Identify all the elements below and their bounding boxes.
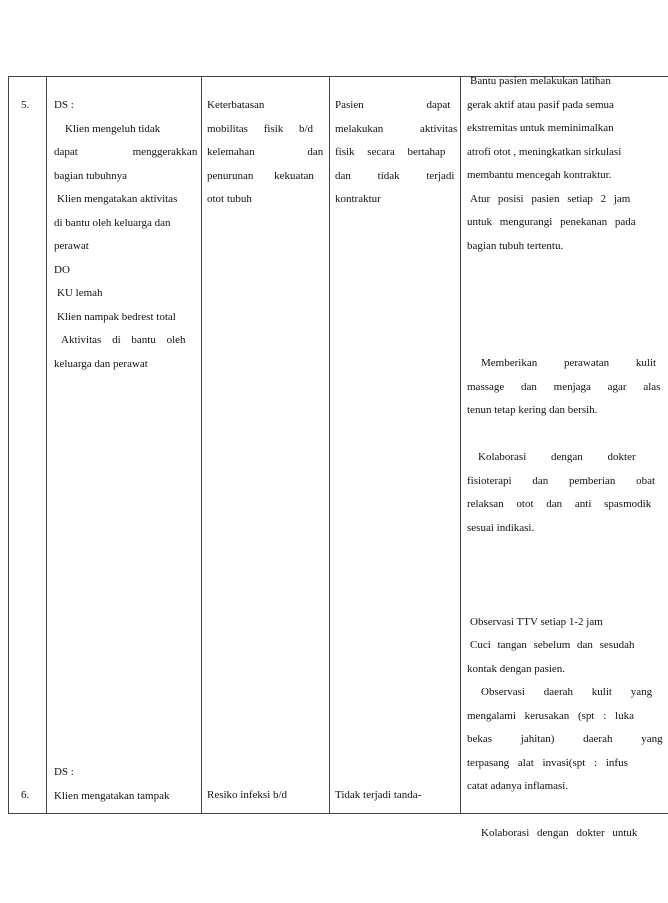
goal-cell <box>335 784 457 808</box>
data-cell <box>54 761 196 808</box>
data-cell <box>54 94 196 376</box>
diagnosis-line: penurunan kekuatan <box>207 169 314 182</box>
data-line: Aktivitas di bantu oleh <box>61 334 186 346</box>
column-border <box>460 76 461 814</box>
intervention-line: ekstremitas untuk meminimalkan <box>467 122 614 134</box>
intervention-line: atrofi otot , meningkatkan sirkulasi <box>467 145 622 158</box>
data-line: DS : <box>54 99 74 111</box>
data-line: keluarga dan perawat <box>54 357 148 370</box>
intervention-line: Observasi daerah kulit yang <box>481 686 653 698</box>
diagnosis-cell <box>207 94 325 212</box>
data-line: DO <box>54 263 70 276</box>
diagnosis-line: mobilitas fisik b/d <box>207 122 314 135</box>
column-border <box>329 76 330 814</box>
row-number: 5. <box>21 99 30 111</box>
intervention-line: tenun tetap kering dan bersih. <box>467 404 598 416</box>
data-line: dapat menggerakkan <box>54 146 198 158</box>
intervention-line: bekas jahitan) daerah yang <box>467 733 663 745</box>
intervention-line: untuk mengurangi penekanan pada <box>467 216 636 228</box>
column-border <box>46 76 47 814</box>
diagnosis-line: Resiko infeksi b/d <box>207 789 288 801</box>
intervention-line: gerak aktif atau pasif pada semua <box>467 98 614 111</box>
intervention-cell <box>467 70 667 846</box>
intervention-line: massage dan menjaga agar alas <box>467 380 661 393</box>
data-line: Klien mengeluh tidak <box>65 122 161 135</box>
diagnosis-line: otot tubuh <box>207 193 252 205</box>
data-line: DS : <box>54 766 74 778</box>
data-line: bagian tubuhnya <box>54 169 128 182</box>
intervention-line: Atur posisi pasien setiap 2 jam <box>470 192 631 205</box>
intervention-line: Observasi TTV setiap 1-2 jam <box>470 615 603 628</box>
intervention-line: kontak dengan pasien. <box>467 662 566 675</box>
intervention-line: sesuai indikasi. <box>467 521 535 534</box>
intervention-line: Memberikan perawatan kulit <box>481 357 657 369</box>
goal-cell <box>335 94 457 212</box>
intervention-line: Bantu pasien melakukan latihan <box>470 75 611 87</box>
data-line: Klien nampak bedrest total <box>57 310 176 323</box>
column-border <box>201 76 202 814</box>
intervention-line: membantu mencegah kontraktur. <box>467 169 612 181</box>
diagnosis-line: Keterbatasan <box>207 99 265 111</box>
diagnosis-line: kelemahan dan <box>207 146 324 158</box>
goal-line: Pasien dapat <box>335 99 451 111</box>
intervention-line: bagian tubuh tertentu. <box>467 239 564 252</box>
care-plan-table <box>8 75 668 839</box>
intervention-line: catat adanya inflamasi. <box>467 780 569 792</box>
diagnosis-cell <box>207 784 325 808</box>
intervention-line: Kolaborasi dengan dokter untuk <box>481 827 638 839</box>
intervention-line: Cuci tangan sebelum dan sesudah <box>470 639 635 651</box>
data-line: di bantu oleh keluarga dan <box>54 216 171 229</box>
data-line: perawat <box>54 240 89 252</box>
row-number: 6. <box>21 789 30 801</box>
goal-line: Tidak terjadi tanda- <box>335 789 422 801</box>
intervention-line: mengalami kerusakan (spt : luka <box>467 709 634 722</box>
data-line: Klien mengatakan aktivitas <box>57 193 178 205</box>
goal-line: kontraktur <box>335 193 381 205</box>
goal-line: dan tidak terjadi <box>335 169 455 182</box>
column-border <box>8 76 9 814</box>
intervention-line: terpasang alat invasi(spt : infus <box>467 756 628 769</box>
intervention-line: relaksan otot dan anti spasmodik <box>467 498 652 510</box>
intervention-line: fisioterapi dan pemberian obat <box>467 474 656 487</box>
goal-line: fisik secara bertahap <box>335 146 446 158</box>
goal-line: melakukan aktivitas <box>335 122 458 135</box>
data-line: Klien mengatakan tampak <box>54 789 170 802</box>
intervention-line: Kolaborasi dengan dokter <box>478 451 636 463</box>
data-line: KU lemah <box>57 287 103 299</box>
